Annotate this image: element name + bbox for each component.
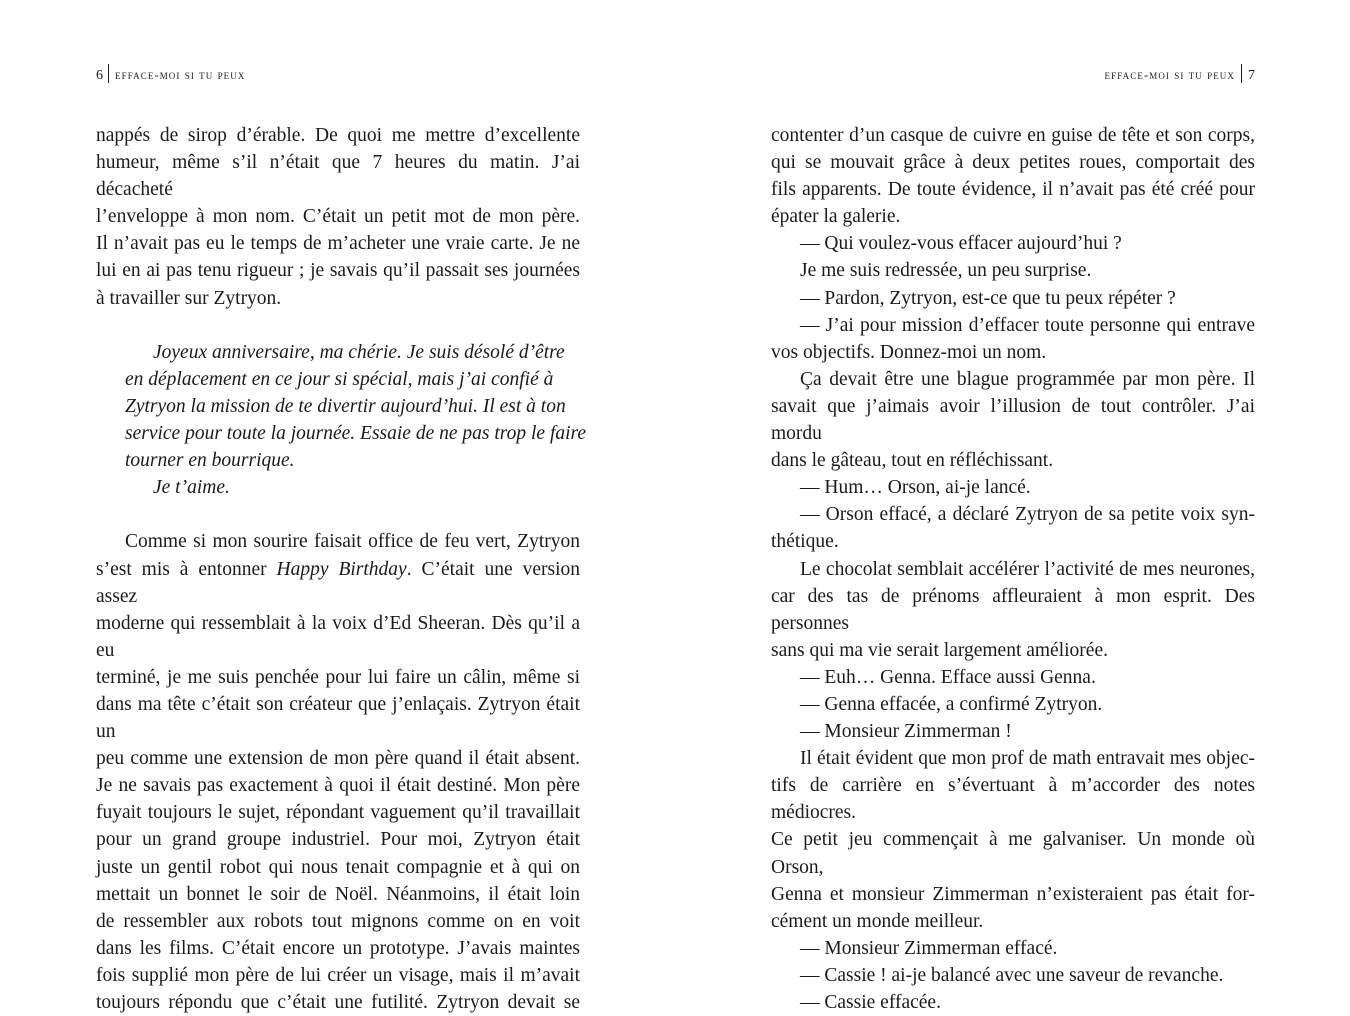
letter-line: tourner en bourrique. [125, 450, 295, 472]
left-page-number: 6 [96, 68, 103, 83]
text-line: nappés de sirop d’érable. De quoi me mettre d’excellente [96, 125, 580, 146]
text-line: savait que j’aimais avoir l’illusion de tout contrôler. J’ai mordu [771, 395, 1255, 445]
blank-line [96, 312, 580, 339]
text-line: cément un monde meilleur. [771, 910, 984, 932]
text-line: fils apparents. De toute évidence, il n’avait pas été créé pour [771, 179, 1255, 201]
text-line: dans le gâteau, tout en réfléchissant. [771, 450, 1054, 472]
text-line: moderne qui ressemblait à la voix d’Ed Sheeran. Dès qu’il a eu [96, 612, 580, 661]
text-line: peu comme une extension de mon père quand il était absent. [96, 748, 580, 770]
text-line: Le chocolat semblait accélérer l’activité de mes neurones, [800, 558, 1255, 580]
song-title: Happy Birthday [276, 558, 407, 580]
letter-signoff: Je t’aime. [153, 477, 230, 499]
text-line: — Qui voulez-vous effacer aujourd’hui ? [800, 233, 1122, 255]
text-line: Il n’avait pas eu le temps de m’acheter une vraie carte. Je ne [96, 233, 580, 255]
left-book-title: efface-moi si tu peux [115, 68, 246, 82]
text-line: — Genna effacée, a confirmé Zytryon. [800, 693, 1103, 715]
text-line: juste un gentil robot qui nous tenait compagnie et à qui on [96, 856, 580, 878]
left-page [96, 0, 587, 1013]
letter-line: en déplacement en ce jour si spécial, mais j’ai confié à [125, 368, 554, 390]
text-line: contenter d’un casque de cuivre en guise de tête et son corps, [771, 125, 1255, 146]
text-line: qui se mouvait grâce à deux petites roues, comportait des [771, 152, 1255, 174]
text-line: Comme si mon sourire faisait office de feu vert, Zytryon [125, 531, 580, 553]
text-line: pour un grand groupe industriel. Pour moi, Zytryon était [96, 829, 580, 851]
text-line: humeur, même s’il n’était que 7 heures du matin. J’ai décacheté [96, 152, 580, 201]
text-line: de ressembler aux robots tout mignons comme on en voit [96, 910, 580, 932]
text-line: — Monsieur Zimmerman ! [800, 721, 1012, 743]
text-line: lui en ai pas tenu rigueur ; je savais qu’il passait ses journées [96, 260, 580, 282]
text-line: — Pardon, Zytryon, est-ce que tu peux répéter ? [800, 287, 1176, 309]
text-line: terminé, je me suis penchée pour lui faire un câlin, même si [96, 666, 580, 688]
text-line: l’enveloppe à mon nom. C’était un petit mot de mon père. [96, 206, 580, 228]
text-line: Je ne savais pas exactement à quoi il était destiné. Mon père [96, 775, 580, 797]
right-page [771, 0, 1255, 1012]
right-page-number: 7 [1248, 68, 1255, 83]
text-line: vos objectifs. Donnez-moi un nom. [771, 341, 1047, 363]
text-line: sans qui ma vie serait largement améliorée. [771, 639, 1108, 661]
blank-line [96, 501, 580, 528]
letter-line: Joyeux anniversaire, ma chérie. Je suis désolé d’être [153, 341, 565, 363]
text-line: Je me suis redressée, un peu surprise. [800, 260, 1092, 282]
text-line: Il était évident que mon prof de math entravait mes objec- [800, 748, 1255, 770]
header-divider [108, 64, 109, 83]
text-line: thétique. [771, 531, 839, 553]
text-line: Ça devait être une blague programmée par mon père. Il [800, 368, 1255, 390]
text-span: . C’était une version assez [96, 558, 581, 607]
text-line: à travailler sur Zytryon. [96, 287, 282, 309]
text-line: — Monsieur Zimmerman effacé. [800, 937, 1058, 959]
text-line: — Hum… Orson, ai-je lancé. [800, 477, 1031, 499]
text-line: fois supplié mon père de lui créer un visage, mais il m’avait [96, 964, 580, 986]
text-line: dans les films. C’était encore un prototype. J’avais maintes [96, 937, 580, 959]
text-line: dans ma tête c’était son créateur que j’enlaçais. Zytryon était un [96, 693, 580, 743]
text-line: — Cassie ! ai-je balancé avec une saveur de revanche. [800, 964, 1224, 986]
text-line: car des tas de prénoms affleuraient à mon esprit. Des personnes [771, 585, 1255, 634]
text-span: s’est mis à entonner [96, 558, 277, 580]
header-divider [1241, 64, 1242, 83]
letter-line: Zytryon la mission de te divertir aujourd’hui. Il est à ton [125, 395, 566, 417]
text-line: épater la galerie. [771, 206, 901, 228]
right-running-head [771, 64, 1255, 86]
text-line: tifs de carrière en s’évertuant à m’accorder des notes médiocres. [771, 775, 1255, 824]
father-letter [96, 339, 587, 502]
text-line: fuyait toujours le sujet, répondant vaguement qu’il travaillait [96, 802, 580, 824]
text-line: toujours répondu que c’était une futilité. Zytryon devait se [96, 992, 580, 1013]
text-line: mettait un bonnet le soir de Noël. Néanmoins, il était loin [96, 883, 580, 905]
text-line: — Cassie effacée. [800, 992, 941, 1013]
letter-line: service pour toute la journée. Essaie de ne pas trop le faire [125, 423, 587, 445]
text-line [96, 556, 580, 610]
text-line: — Euh… Genna. Efface aussi Genna. [800, 666, 1096, 688]
text-line: — Orson effacé, a déclaré Zytryon de sa petite voix syn- [800, 504, 1255, 526]
text-line: — J’ai pour mission d’effacer toute personne qui entrave [800, 314, 1255, 336]
right-body-text [771, 122, 1255, 1016]
left-running-head [96, 64, 580, 86]
text-line: Ce petit jeu commençait à me galvaniser. Un monde où Orson, [771, 829, 1255, 878]
text-line: Genna et monsieur Zimmerman n’existeraient pas était for- [771, 883, 1255, 905]
left-body-text [96, 122, 587, 1016]
right-book-title: efface-moi si tu peux [1104, 68, 1235, 82]
